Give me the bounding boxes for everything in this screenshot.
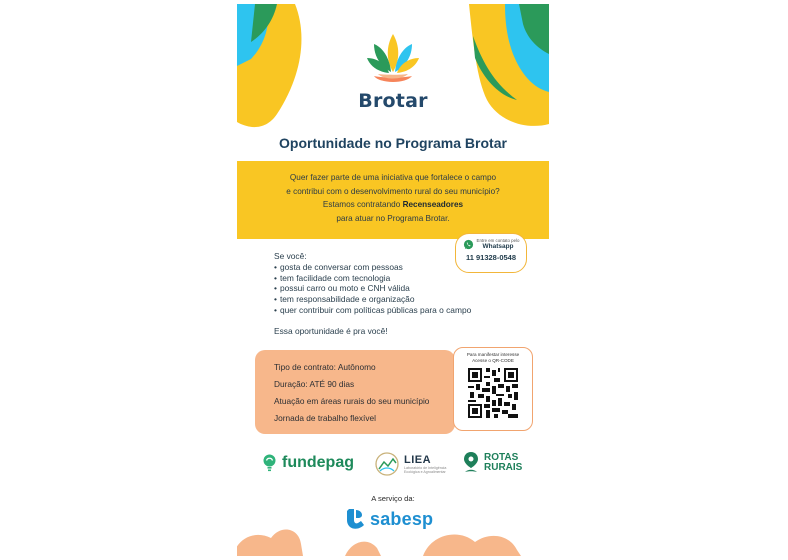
intro-line-3: Estamos contratando Recenseadores: [322, 200, 464, 209]
role-highlight: Recenseadores: [402, 200, 464, 209]
intro-line-2: e contribui com o desenvolvimento rural do seu município?: [286, 186, 500, 196]
qr-caption-2: Acesse o QR-CODE: [472, 358, 514, 363]
profile-section: [274, 251, 504, 337]
sabesp-emblem-icon: [345, 508, 365, 530]
qr-caption-1: Para manifestar interesse: [466, 352, 520, 357]
whatsapp-name: Whatsapp: [482, 243, 514, 250]
list-item: • quer contribuir com políticas públicas para o campo: [274, 305, 504, 316]
flyer: [237, 4, 549, 556]
whatsapp-icon: [463, 239, 474, 250]
map-pin-leaf-icon: [463, 451, 479, 475]
profile-list: [274, 262, 504, 316]
duration: Duração: ATÉ 90 dias: [274, 379, 355, 389]
profile-closing: Essa oportunidade é pra você!: [274, 325, 388, 336]
liea-logo: LIEA Laboratório de Inteligência Ecológica e Agroalimentar: [374, 451, 450, 477]
fundepag-logo: fundepag: [263, 454, 354, 472]
sprout-hands-icon: [364, 32, 422, 88]
liea-emblem-icon: [374, 451, 400, 477]
qr-card[interactable]: [453, 347, 533, 431]
sabesp-logo: sabesp: [345, 508, 433, 530]
whatsapp-label: Entre em contato pelo: [476, 238, 520, 243]
work-area: Atuação em áreas rurais do seu município: [274, 396, 430, 406]
intro-line-1: Quer fazer parte de uma iniciativa que fortalece o campo: [289, 173, 497, 182]
partner-logos: [237, 450, 549, 484]
service-label: A serviço da:: [371, 494, 415, 503]
list-item: • possui carro ou moto e CNH válida: [274, 283, 504, 294]
list-item: • tem responsabilidade e organização: [274, 294, 504, 305]
qr-code-icon[interactable]: [468, 368, 518, 418]
brotar-logo: [237, 32, 549, 112]
contract-type: Tipo de contrato: Autônomo: [274, 362, 376, 372]
rotas-rurais-logo: ROTAS RURAIS: [463, 451, 522, 475]
job-details-card: [255, 350, 455, 434]
intro-line-4: para atuar no Programa Brotar.: [336, 213, 450, 223]
list-item: • tem facilidade com tecnologia: [274, 273, 504, 284]
bulb-icon: [263, 454, 276, 472]
whatsapp-phone[interactable]: 11 91328-0548: [465, 253, 517, 262]
work-schedule: Jornada de trabalho flexível: [274, 413, 376, 423]
brand-name: Brotar: [358, 90, 428, 112]
profile-intro: Se você:: [274, 251, 307, 261]
page-title: Oportunidade no Programa Brotar: [279, 135, 507, 151]
list-item: • gosta de conversar com pessoas: [274, 262, 504, 273]
intro-band: [237, 161, 549, 239]
